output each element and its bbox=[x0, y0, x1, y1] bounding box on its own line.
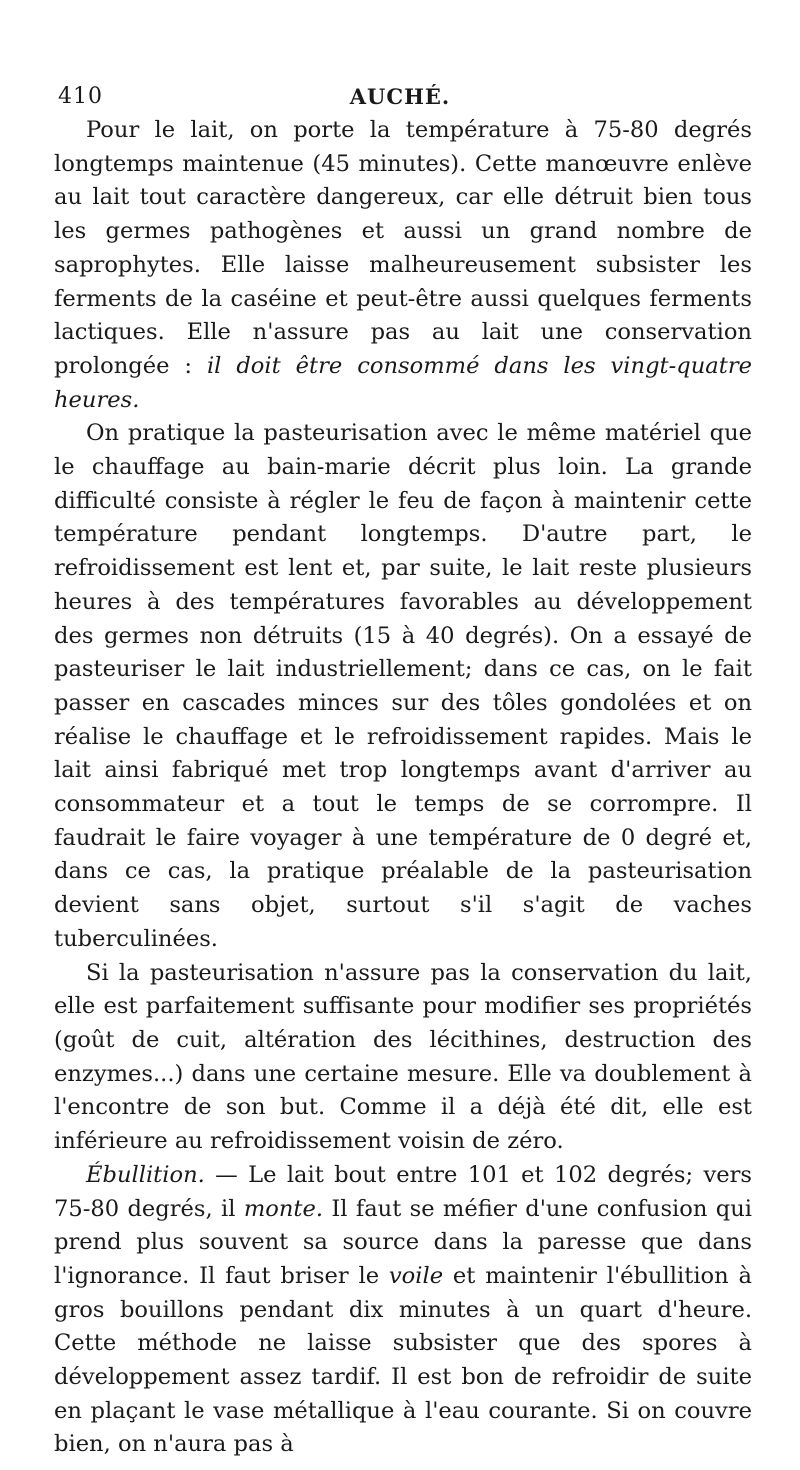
paragraph bbox=[54, 114, 752, 417]
paragraph-text: et maintenir l'ébullition à gros bouillons pendant dix minutes à un quart d'heure. Cette méthode ne laisse subsister que des spores à développement assez tardif. Il est bon de refroidir de suite en plaçant le vase métallique à l'eau courante. Si on couvre bien, on n'aura pas à bbox=[54, 1262, 752, 1458]
paragraph bbox=[54, 417, 752, 956]
page-header bbox=[54, 84, 746, 114]
paragraph bbox=[54, 957, 752, 1159]
emphasis-text: voile bbox=[388, 1262, 444, 1289]
paragraph-text: Il faut se méfier d'une confusion qui prend plus souvent sa source dans la paresse que dans l'ignorance. Il faut briser le bbox=[54, 1195, 752, 1289]
paragraph bbox=[54, 1159, 752, 1462]
emphasis-text: il doit être consommé dans les vingt-quatre heures. bbox=[54, 352, 752, 413]
running-head: AUCHÉ. bbox=[349, 84, 451, 109]
paragraph-text: Si la pasteurisation n'assure pas la conservation du lait, elle est parfaitement suffisante pour modifier ses propriétés (goût de cuit, altération des lécithines, destruction des enzymes...) dans une certaine mesure. Elle va doublement à l'encontre de son but. Comme il a déjà été dit, elle est inférieure au refroidissement voisin de zéro. bbox=[54, 959, 752, 1155]
emphasis-text: monte. bbox=[243, 1195, 324, 1222]
section-lead: Ébullition. bbox=[86, 1161, 205, 1188]
page-number: 410 bbox=[58, 84, 103, 109]
page-body bbox=[54, 114, 752, 1462]
paragraph-text: — Le lait bout entre 101 et 102 degrés; vers 75-80 degrés, il bbox=[54, 1161, 752, 1222]
paragraph-text: Pour le lait, on porte la température à 75-80 degrés longtemps maintenue (45 minutes). Cette manœuvre enlève au lait tout caractère dangereux, car elle détruit bien tous les germes pathogènes et aussi un grand nombre de saprophytes. Elle laisse malheureusement subsister les ferments de la caséine et peut-être aussi quelques ferments lactiques. Elle n'assure pas au lait une conservation prolongée : bbox=[54, 117, 752, 379]
paragraph-text: On pratique la pasteurisation avec le même matériel que le chauffage au bain-marie décrit plus loin. La grande difficulté consiste à régler le feu de façon à maintenir cette température pendant longtemps. D'autre part, le refroidissement est lent et, par suite, le lait reste plusieurs heures à des températures favorables au développement des germes non détruits (15 à 40 degrés). On a essayé de pasteuriser le lait industriellement; dans ce cas, on le fait passer en cascades minces sur des tôles gondolées et on réalise le chauffage et le refroidissement rapides. Mais le lait ainsi fabriqué met trop longtemps avant d'arriver au consommateur et a tout le temps de se corrompre. Il faudrait le faire voyager à une température de 0 degré et, dans ce cas, la pratique préalable de la pasteurisation devient sans objet, surtout s'il s'agit de vaches tuberculinées. bbox=[54, 420, 752, 952]
